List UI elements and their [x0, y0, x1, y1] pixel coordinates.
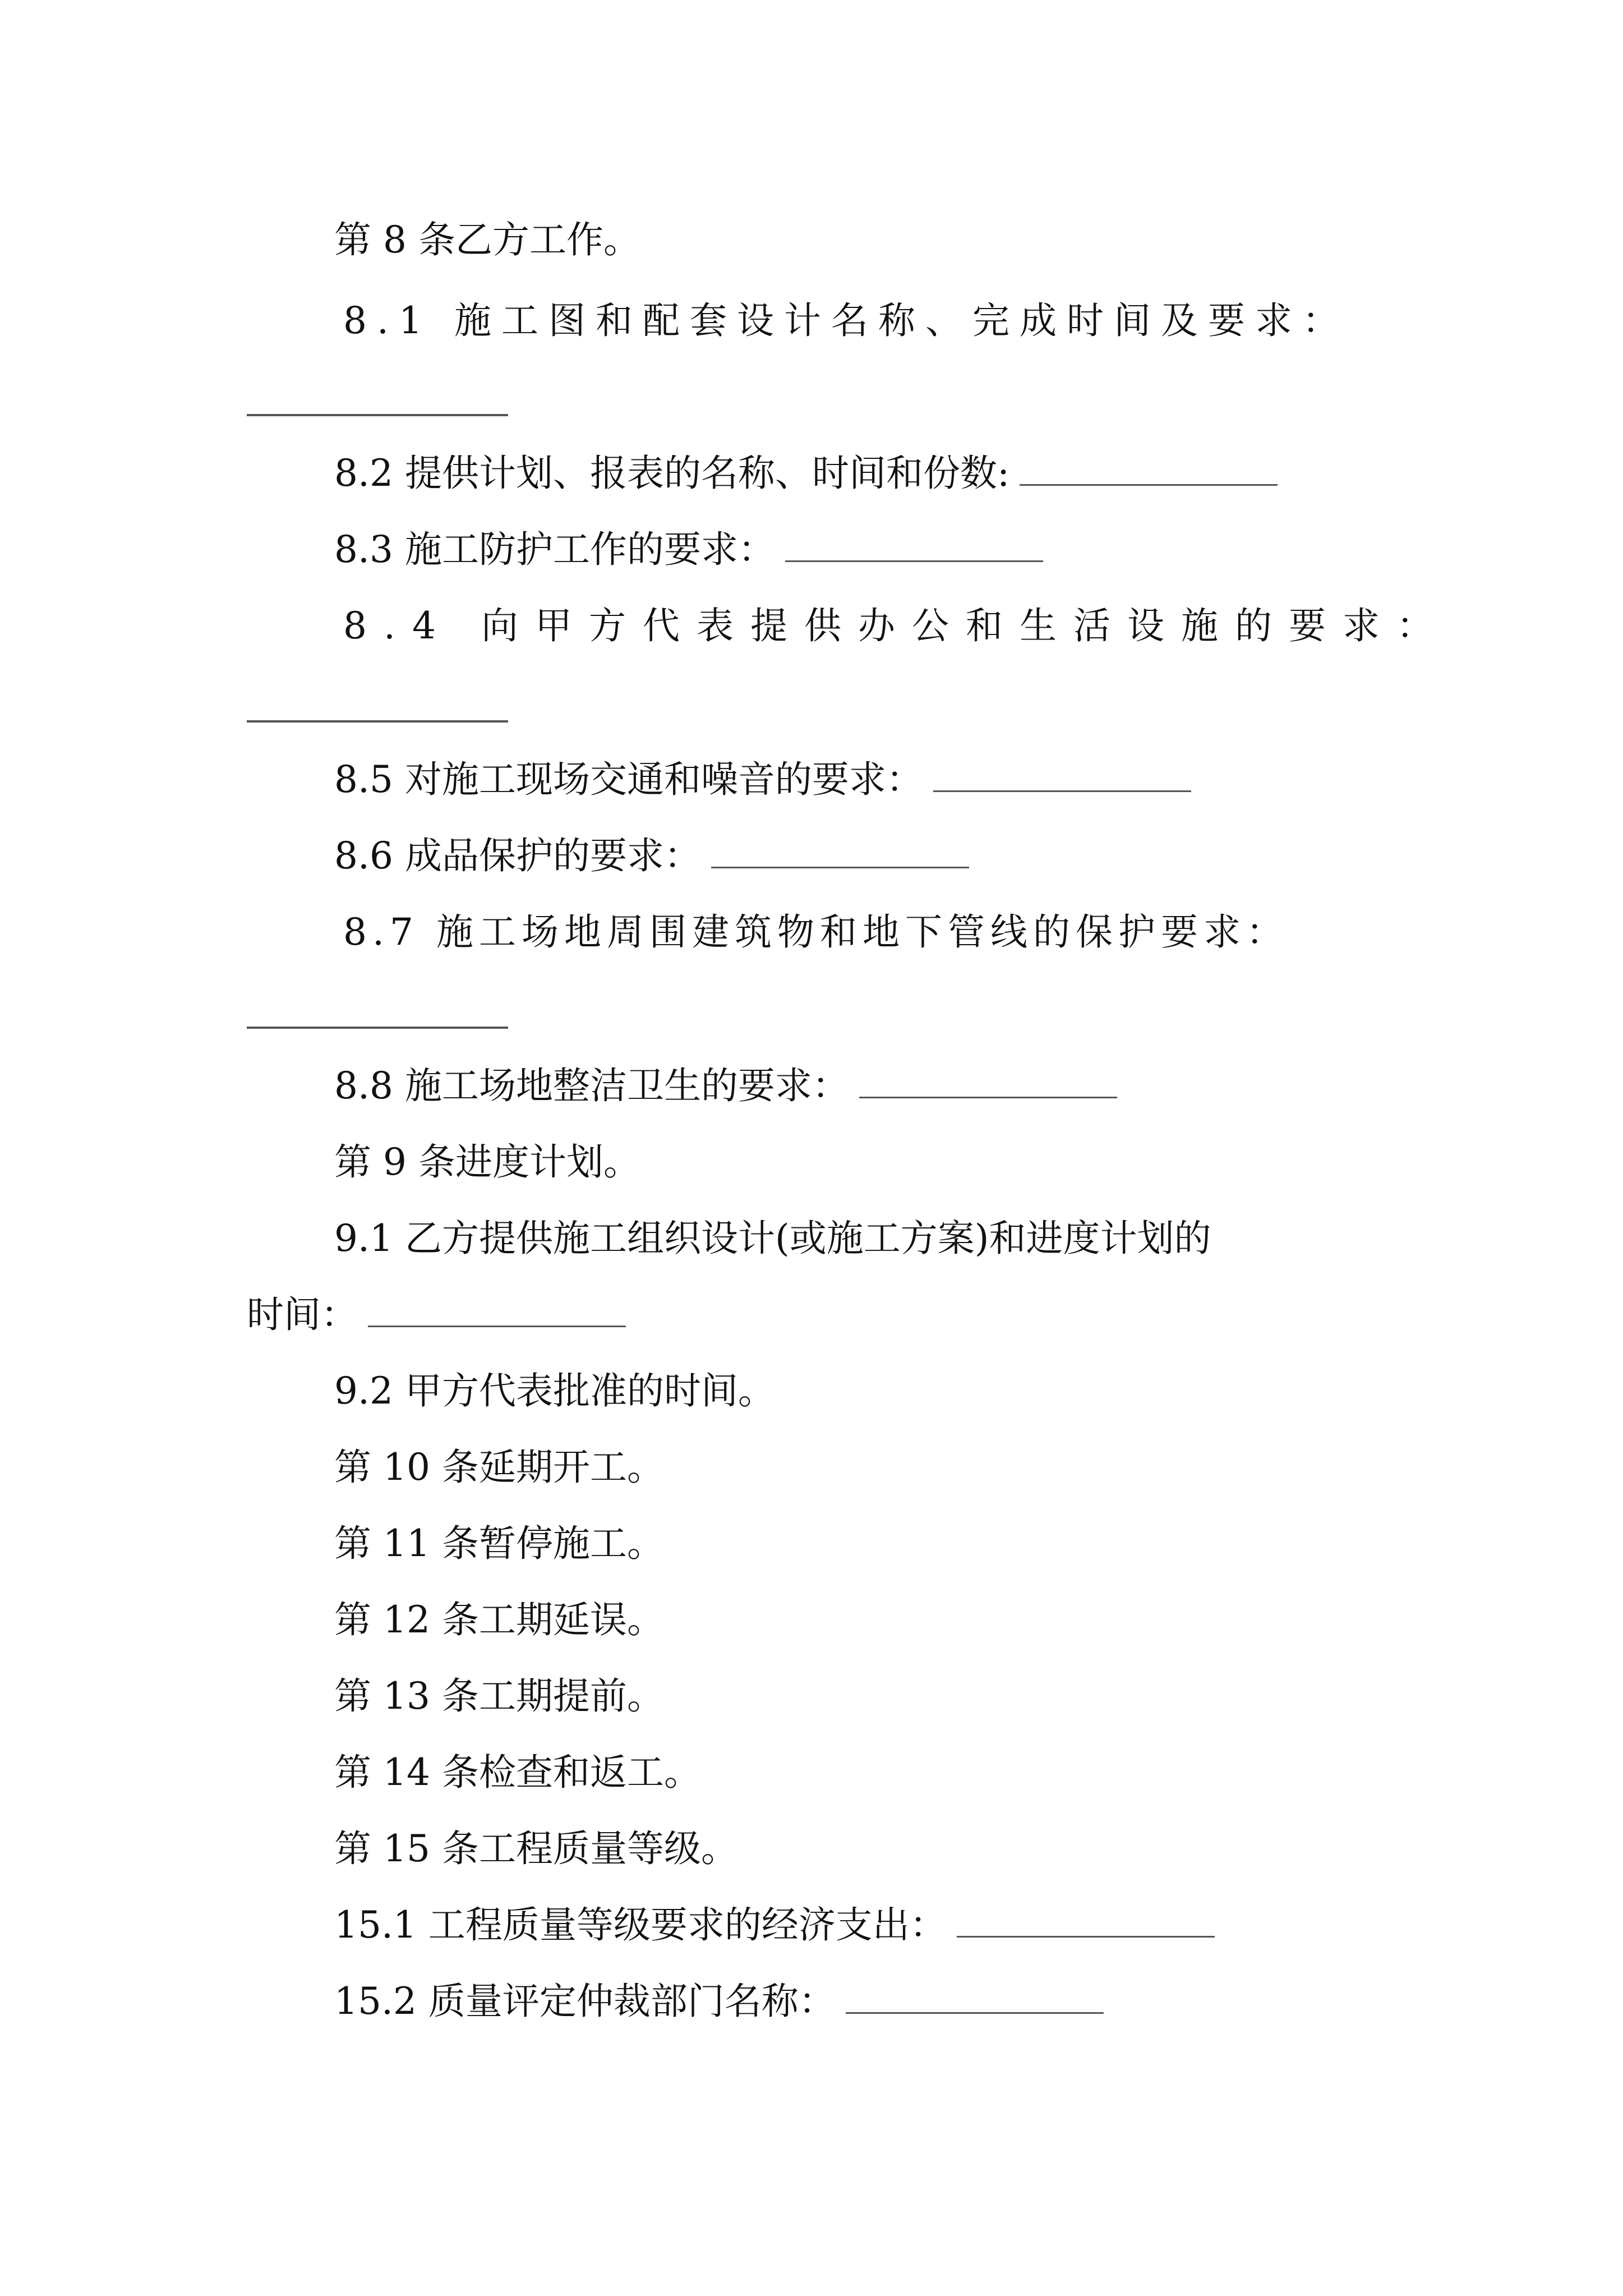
clause-15-1-blank[interactable] [957, 1906, 1215, 1938]
clause-8-1-blank[interactable] [247, 414, 508, 416]
clause-8-4-text: 8.4 向甲方代表提供办公和生活设施的要求： [343, 604, 1450, 647]
clause-15-2 [334, 1979, 1104, 2024]
clause-8-7 [343, 910, 1370, 955]
clause-15-1 [334, 1903, 1215, 1948]
clause-8-3 [334, 527, 1043, 572]
article-13-heading: 第 13 条工期提前。 [334, 1674, 664, 1718]
clause-8-1 [343, 298, 1370, 343]
article-14-heading: 第 14 条检查和返工。 [334, 1751, 701, 1794]
clause-8-1-text: 8.1 施工图和配套设计名称、完成时间及要求： [343, 299, 1349, 342]
clause-9-1-continued [247, 1292, 626, 1337]
clause-9-1-blank[interactable] [368, 1295, 626, 1327]
clause-8-8-blank[interactable] [859, 1066, 1117, 1098]
clause-8-5-blank[interactable] [933, 760, 1191, 792]
article-15-heading: 第 15 条工程质量等级。 [334, 1827, 738, 1870]
clause-8-2 [334, 451, 1278, 496]
article-10-heading: 第 10 条延期开工。 [334, 1446, 664, 1489]
clause-8-2-blank[interactable] [1020, 454, 1278, 486]
clause-15-2-blank[interactable] [846, 1982, 1104, 2014]
clause-8-3-blank[interactable] [785, 530, 1043, 562]
clause-8-5-text: 8.5 对施工现场交通和噪音的要求： [334, 758, 923, 801]
clause-8-3-text: 8.3 施工防护工作的要求： [334, 528, 775, 571]
clause-8-6-text: 8.6 成品保护的要求： [334, 834, 701, 877]
article-9-heading: 第 9 条进度计划。 [334, 1140, 640, 1184]
clause-8-8-text: 8.8 施工场地整洁卫生的要求： [334, 1064, 849, 1107]
clause-8-4 [343, 604, 1450, 648]
clause-9-1-time-label: 时间： [247, 1293, 358, 1336]
article-11-heading: 第 11 条暂停施工。 [334, 1522, 664, 1565]
clause-8-6 [334, 834, 969, 878]
clause-8-6-blank[interactable] [711, 836, 969, 868]
article-8-heading: 第 8 条乙方工作。 [334, 218, 640, 261]
clause-8-7-blank[interactable] [247, 1027, 508, 1029]
clause-15-2-text: 15.2 质量评定仲裁部门名称： [334, 1980, 836, 2023]
clause-8-4-blank[interactable] [247, 720, 508, 723]
clause-15-1-text: 15.1 工程质量等级要求的经济支出： [334, 1903, 947, 1947]
clause-8-7-text: 8.7 施工场地周围建筑物和地下管线的保护要求： [343, 910, 1289, 954]
clause-8-5 [334, 757, 1191, 802]
clause-9-2: 9.2 甲方代表批准的时间。 [334, 1369, 775, 1412]
clause-8-2-text: 8.2 提供计划、报表的名称、时间和份数: [334, 452, 1010, 495]
clause-8-8 [334, 1064, 1117, 1108]
clause-9-1: 9.1 乙方提供施工组织设计(或施工方案)和进度计划的 [334, 1217, 1211, 1260]
article-12-heading: 第 12 条工期延误。 [334, 1598, 664, 1641]
